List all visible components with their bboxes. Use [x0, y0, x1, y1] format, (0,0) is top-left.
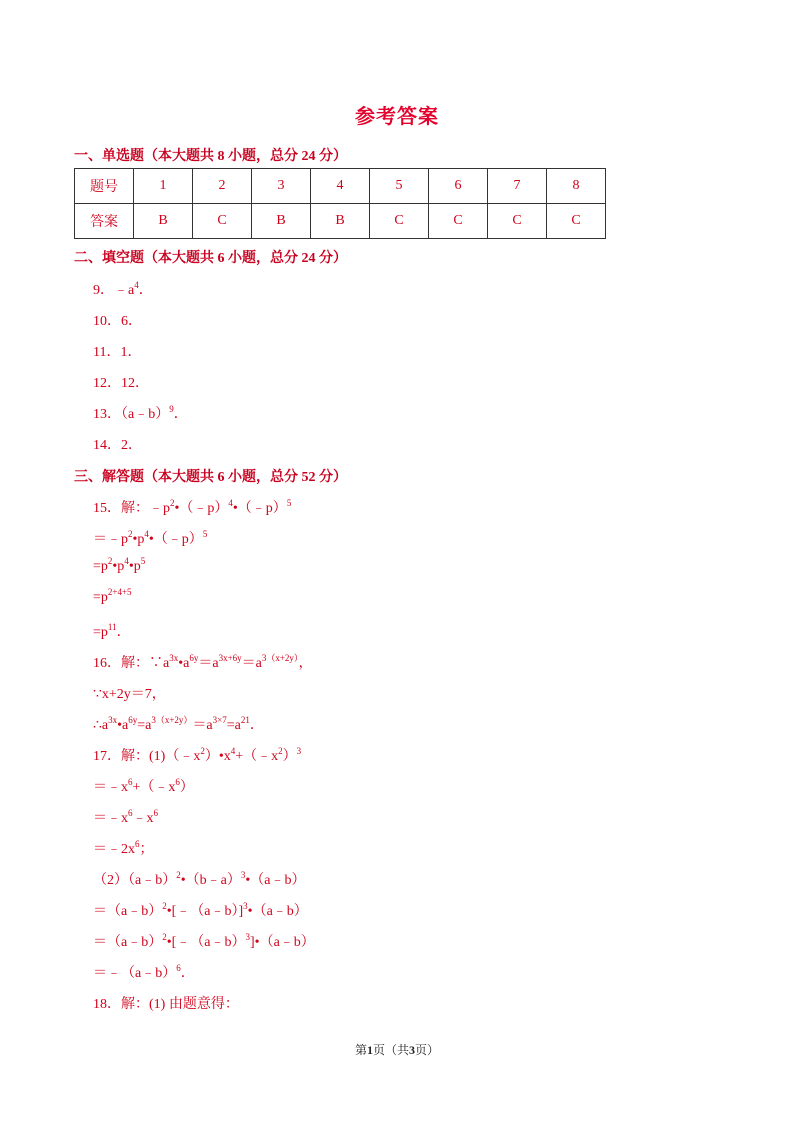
- section-heading-single-choice: 一、单选题（本大题共 8 小题，总分 24 分）: [74, 149, 347, 164]
- q9-end: ．: [138, 283, 153, 298]
- text: +（﹣x: [235, 749, 279, 764]
- answer-q10: 10．6．: [93, 314, 142, 329]
- page-footer: [0, 1041, 794, 1058]
- exponent: 2: [162, 901, 167, 911]
- text: •a: [178, 656, 190, 671]
- answer-q14: 14．2．: [93, 438, 142, 453]
- text: ．: [249, 718, 264, 733]
- text: 15．解：﹣p: [93, 501, 170, 516]
- text: •p: [132, 532, 145, 547]
- text: •（a﹣b）: [245, 873, 306, 888]
- q17-line-7: [93, 931, 315, 951]
- table-cell-answer: C: [193, 204, 252, 239]
- text: ＝a: [198, 656, 219, 671]
- exponent: 2: [200, 746, 205, 756]
- answer-q12: 12．12．: [93, 376, 149, 391]
- exponent: 2: [162, 932, 167, 942]
- text: •p: [112, 559, 125, 574]
- text: •（﹣p）: [232, 501, 287, 516]
- exponent: 6: [135, 839, 140, 849]
- text: +（﹣x: [132, 780, 176, 795]
- footer-total-pages: 3: [409, 1043, 415, 1057]
- table-cell-answer: B: [311, 204, 370, 239]
- exponent: 6: [176, 963, 181, 973]
- q15-line-4: [93, 587, 132, 606]
- answer-q13: [93, 403, 188, 423]
- exponent: 3: [296, 746, 302, 756]
- text: 16．解：∵a: [93, 656, 170, 671]
- section-heading-solutions: 三、解答题（本大题共 6 小题，总分 52 分）: [74, 470, 347, 485]
- exponent: 3: [240, 870, 246, 880]
- footer-page-number: 1: [366, 1043, 373, 1057]
- exponent: 2: [128, 529, 133, 539]
- exponent: 6y: [189, 653, 199, 663]
- exponent: 21: [240, 715, 250, 725]
- text: •（﹣p）: [148, 532, 203, 547]
- table-cell-answer: C: [429, 204, 488, 239]
- exponent: 6: [175, 777, 180, 787]
- q17-line-1: [93, 745, 301, 765]
- text: ∴a: [93, 718, 109, 733]
- footer-text: 页（共: [372, 1043, 409, 1057]
- exponent: 3: [243, 901, 248, 911]
- exponent: 6: [128, 808, 133, 818]
- answer-q11: 11．1．: [93, 345, 142, 360]
- text: ＝（a﹣b）: [93, 904, 163, 919]
- q16-line-1: [93, 652, 312, 672]
- exponent: 3x: [169, 653, 179, 663]
- q17-line-8: [93, 962, 195, 982]
- q15-line-5: [93, 621, 131, 641]
- exponent: 4: [144, 529, 149, 539]
- text: ．: [180, 966, 195, 981]
- text: ﹣x: [132, 811, 154, 826]
- text: •（b﹣a）: [180, 873, 241, 888]
- text: •[﹣（a﹣b）]: [166, 904, 244, 919]
- exponent: 3x+6y: [218, 653, 242, 663]
- exponent: 11: [107, 622, 117, 632]
- table-cell-answer: B: [134, 204, 193, 239]
- exponent: 6: [128, 777, 133, 787]
- q15-line-3: [93, 556, 146, 575]
- exponent: 3（x+2y）: [151, 715, 193, 725]
- exponent: 5: [286, 498, 292, 508]
- table-cell-number: 3: [252, 169, 311, 204]
- table-cell-number: 1: [134, 169, 193, 204]
- text: ＝a: [192, 718, 213, 733]
- text: ＝﹣（a﹣b）: [93, 966, 177, 981]
- exponent: 3x: [108, 715, 118, 725]
- text: ）: [282, 749, 297, 764]
- text: ＝﹣2x: [93, 842, 135, 857]
- table-header-answer: 答案: [75, 204, 134, 239]
- q18-line-1: 18．解：(1) 由题意得：: [93, 997, 239, 1012]
- table-cell-answer: C: [370, 204, 429, 239]
- exponent: 6: [153, 808, 158, 818]
- text: ]•（a﹣b）: [250, 935, 315, 950]
- q9-answer: ﹣a: [114, 283, 135, 298]
- table-cell-number: 2: [193, 169, 252, 204]
- exponent: 4: [124, 556, 129, 566]
- text: •[﹣（a﹣b）: [166, 935, 246, 950]
- q9-number: 9．: [93, 283, 114, 298]
- q17-line-6: [93, 900, 308, 920]
- table-header-question-number: 题号: [75, 169, 134, 204]
- q17-line-5: [93, 869, 305, 889]
- q15-line-2: [93, 528, 207, 548]
- footer-text: 第: [354, 1043, 367, 1057]
- table-cell-answer: C: [547, 204, 606, 239]
- q9-exponent: 4: [134, 280, 139, 290]
- text: •（﹣p）: [174, 501, 229, 516]
- table-cell-number: 7: [488, 169, 547, 204]
- table-row-numbers: [75, 169, 606, 204]
- text: ＝﹣p: [93, 532, 128, 547]
- text: •p: [128, 559, 141, 574]
- answer-q9: [93, 279, 153, 299]
- text: =p: [93, 625, 108, 640]
- answer-table: [74, 168, 606, 239]
- table-cell-number: 6: [429, 169, 488, 204]
- text: =a: [226, 718, 241, 733]
- q16-line-2: ∵x+2y＝7，: [93, 687, 166, 702]
- text: （2）（a﹣b）: [93, 873, 177, 888]
- text: ＝（a﹣b）: [93, 935, 163, 950]
- table-cell-number: 8: [547, 169, 606, 204]
- q17-line-2: [93, 776, 194, 796]
- table-cell-answer: C: [488, 204, 547, 239]
- exponent: 3: [245, 932, 250, 942]
- text: 17．解：(1)（﹣x: [93, 749, 201, 764]
- exponent: 5: [140, 556, 146, 566]
- text: •a: [117, 718, 129, 733]
- table-row-answers: [75, 204, 606, 239]
- q13-exponent: 9: [169, 404, 174, 414]
- table-cell-number: 4: [311, 169, 370, 204]
- exponent: 3（x+2y）: [261, 653, 299, 663]
- table-cell-answer: B: [252, 204, 311, 239]
- exponent: 3×7: [212, 715, 227, 725]
- text: ）•x: [204, 749, 231, 764]
- exponent: 4: [228, 498, 233, 508]
- q13-answer: 13．（a﹣b）: [93, 407, 170, 422]
- text: ＝﹣x: [93, 811, 128, 826]
- exponent: 2: [107, 556, 113, 566]
- text: ．: [116, 625, 131, 640]
- text: =p: [93, 590, 108, 605]
- text: ＝﹣x: [93, 780, 128, 795]
- exponent: 6y: [128, 715, 138, 725]
- exponent: 2: [176, 870, 181, 880]
- exponent: 5: [202, 529, 208, 539]
- table-cell-number: 5: [370, 169, 429, 204]
- text: =a: [137, 718, 152, 733]
- text: ）: [179, 780, 194, 795]
- page-title: 参考答案: [355, 106, 439, 128]
- section-heading-fill-blank: 二、填空题（本大题共 6 小题，总分 24 分）: [74, 251, 347, 266]
- exponent: 4: [230, 746, 236, 756]
- exponent: 2+4+5: [107, 587, 132, 597]
- text: ＝a: [241, 656, 262, 671]
- exponent: 2: [278, 746, 283, 756]
- q15-line-1: [93, 497, 291, 517]
- text: •（a﹣b）: [247, 904, 308, 919]
- q16-line-3: [93, 714, 264, 734]
- text: ，: [298, 656, 313, 671]
- q17-line-4: [93, 838, 154, 858]
- exponent: 2: [170, 498, 175, 508]
- footer-text: 页）: [415, 1043, 440, 1057]
- q17-line-3: [93, 807, 158, 827]
- q13-end: ．: [173, 407, 188, 422]
- text: ；: [139, 842, 154, 857]
- text: =p: [93, 559, 108, 574]
